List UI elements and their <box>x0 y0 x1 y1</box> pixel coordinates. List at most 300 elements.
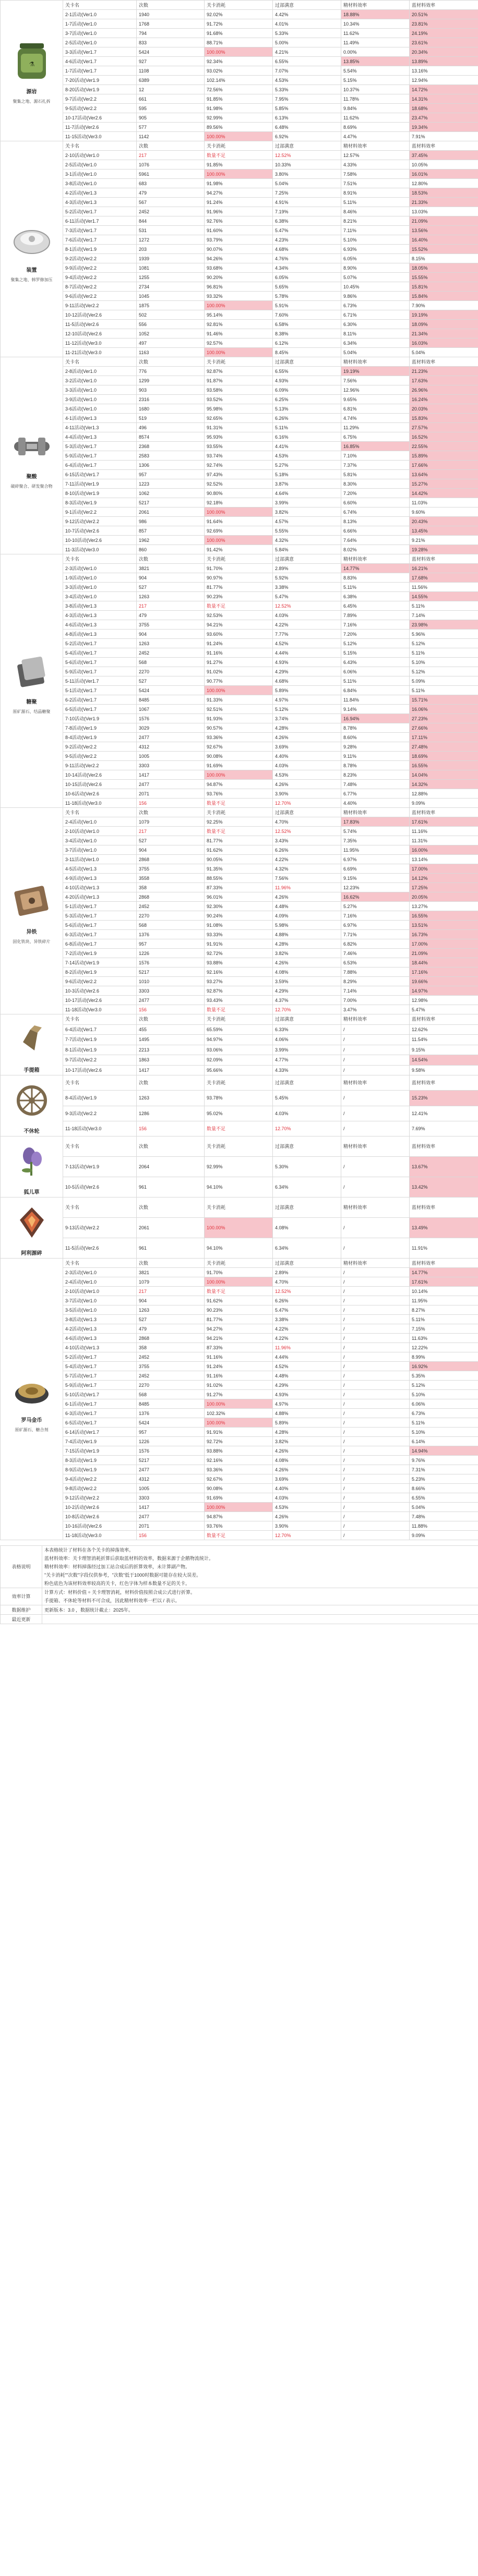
table-cell: 927 <box>137 57 205 66</box>
table-cell: 8.15% <box>410 254 478 263</box>
note-line: 手提箱、不休轮等材料不可合成，因此精材料效率一栏以 / 表示。 <box>44 1598 180 1603</box>
material-source: 原矿源石、结晶糖聚 <box>13 709 51 714</box>
table-cell: 2-5活动(Ver1.0 <box>63 160 137 170</box>
column-header: 精材料效率 <box>341 808 410 817</box>
table-cell: 11.31% <box>410 836 478 845</box>
table-cell: 5.12% <box>341 639 410 648</box>
table-cell: 1940 <box>137 10 205 19</box>
note-line: 精材料效率：材料掉落经过加工站合成后的折算效率，未计算副产物。 <box>44 1564 190 1569</box>
table-cell: 21.09% <box>410 216 478 226</box>
column-header: 关卡消耗 <box>205 1136 273 1157</box>
table-row <box>1 949 478 958</box>
table-cell: 5.89% <box>273 686 341 695</box>
table-cell: 4-11活动(Ver1.3 <box>63 423 137 432</box>
table-cell: 2583 <box>137 451 205 461</box>
table-cell: 15.23% <box>410 1091 478 1106</box>
table-cell: 92.16% <box>205 967 273 977</box>
table-cell: 9-5活动(Ver2.2 <box>63 752 137 761</box>
table-row <box>1 432 478 442</box>
table-cell: / <box>341 1035 410 1045</box>
table-cell: 9.86% <box>341 292 410 301</box>
table-cell: 20.05% <box>410 892 478 902</box>
table-cell: 100.00% <box>205 348 273 357</box>
table-cell: 7.11% <box>341 226 410 235</box>
table-cell: 2061 <box>137 1218 205 1238</box>
table-cell: 3029 <box>137 723 205 733</box>
table-cell: 957 <box>137 939 205 949</box>
table-cell: 5-2活动(Ver1.7 <box>63 1352 137 1362</box>
table-cell: 5.23% <box>410 1474 478 1484</box>
table-cell: 8-9活动(Ver1.9 <box>63 1465 137 1474</box>
table-cell: 5-9活动(Ver1.7 <box>63 451 137 461</box>
table-cell: 100.00% <box>205 170 273 179</box>
table-cell: 1-7活动(Ver1.7 <box>63 66 137 76</box>
material-name: 不休轮 <box>23 1129 40 1134</box>
table-cell: 93.79% <box>205 235 273 245</box>
table-cell: 5.11% <box>341 198 410 207</box>
table-cell: 14.77% <box>410 1268 478 1277</box>
table-cell: 87.33% <box>205 1343 273 1352</box>
table-cell: / <box>341 1296 410 1305</box>
table-cell: 6-11活动(Ver1.7 <box>63 216 137 226</box>
table-row <box>1 320 478 329</box>
svg-text:⚗: ⚗ <box>29 60 34 68</box>
table-cell: 3.69% <box>273 1474 341 1484</box>
table-cell: 1142 <box>137 132 205 141</box>
table-cell: 11.62% <box>341 113 410 123</box>
material-header-row <box>1 357 478 367</box>
table-cell: 4.22% <box>273 855 341 864</box>
table-cell: 1962 <box>137 536 205 545</box>
table-cell: 91.87% <box>205 376 273 385</box>
table-cell: 5.10% <box>341 235 410 245</box>
table-cell: 8.69% <box>341 123 410 132</box>
table-cell: 5.33% <box>273 85 341 94</box>
table-cell: 91.70% <box>205 1268 273 1277</box>
table-cell: 9-1活动(Ver2.2 <box>63 507 137 517</box>
table-cell: 90.80% <box>205 489 273 498</box>
table-cell: 1576 <box>137 958 205 967</box>
table-cell: 18.53% <box>410 188 478 198</box>
table-cell: 20.03% <box>410 404 478 414</box>
table-cell: 7.89% <box>341 611 410 620</box>
table-row <box>1 864 478 874</box>
table-cell: 3-11活动(Ver1.0 <box>63 855 137 864</box>
table-cell: 9.15% <box>410 1045 478 1055</box>
table-cell: 90.08% <box>205 1484 273 1493</box>
table-row <box>1 245 478 254</box>
table-row <box>1 996 478 1005</box>
table-row <box>1 207 478 216</box>
table-cell: / <box>341 1091 410 1106</box>
table-cell: 5-7活动(Ver1.7 <box>63 1371 137 1381</box>
table-row <box>1 170 478 179</box>
table-cell: 9.21% <box>410 536 478 545</box>
table-cell: 90.20% <box>205 273 273 282</box>
table-cell: 3.69% <box>273 742 341 752</box>
table-cell: 1263 <box>137 592 205 601</box>
material-card <box>1 554 63 808</box>
table-cell: 92.87% <box>205 986 273 996</box>
material-header-row <box>1 1075 478 1091</box>
table-cell: 5.27% <box>273 461 341 470</box>
table-cell: 7.16% <box>341 911 410 921</box>
table-row <box>1 827 478 836</box>
table-row <box>1 789 478 799</box>
table-cell: 9-7活动(Ver2.2 <box>63 94 137 104</box>
table-cell: 5.27% <box>341 902 410 911</box>
table-row <box>1 883 478 892</box>
table-cell: 2477 <box>137 780 205 789</box>
table-cell: 479 <box>137 611 205 620</box>
table-cell: 4-3活动(Ver1.3 <box>63 198 137 207</box>
note-line: 计算方式：材料价值 ÷ 关卡理智消耗，材料价值按照合成公式进行折算。 <box>44 1590 195 1595</box>
table-cell: 903 <box>137 385 205 395</box>
table-cell: 14.32% <box>410 780 478 789</box>
table-cell: 8485 <box>137 695 205 705</box>
table-cell: 4.44% <box>273 1352 341 1362</box>
note-row <box>1 1615 478 1624</box>
table-cell: 7-15活动(Ver1.9 <box>63 1446 137 1456</box>
table-cell: 9-7活动(Ver2.2 <box>63 1055 137 1066</box>
note-label: 数据维护 <box>1 1605 42 1615</box>
column-header: 蓝材料效率 <box>410 1136 478 1157</box>
table-cell: 1863 <box>137 1055 205 1066</box>
table-cell: 4-6活动(Ver1.3 <box>63 1334 137 1343</box>
table-cell: 91.08% <box>205 921 273 930</box>
table-row <box>1 160 478 170</box>
table-cell: 4.26% <box>273 958 341 967</box>
table-cell: 4.52% <box>273 639 341 648</box>
table-cell: 92.30% <box>205 902 273 911</box>
material-name: 糖聚 <box>26 699 37 705</box>
table-cell: 数量不足 <box>205 1287 273 1296</box>
column-header: 精材料效率 <box>341 554 410 564</box>
table-cell: 2064 <box>137 1157 205 1177</box>
table-cell: 26.96% <box>410 385 478 395</box>
table-row <box>1 977 478 986</box>
table-cell: / <box>341 1218 410 1238</box>
table-cell: 数量不足 <box>205 151 273 160</box>
table-cell: 531 <box>137 226 205 235</box>
table-cell: 10-17活动(Ver2.6 <box>63 1065 137 1075</box>
table-cell: 2-1活动(Ver1.0 <box>63 10 137 19</box>
material-card <box>1 141 63 357</box>
table-cell: 100.00% <box>205 507 273 517</box>
table-cell: 19.19% <box>410 310 478 320</box>
column-header: 精材料效率 <box>341 1198 410 1218</box>
table-cell: 96.01% <box>205 892 273 902</box>
table-cell: 92.18% <box>205 498 273 507</box>
column-header: 次数 <box>137 1014 205 1025</box>
table-cell: 4.68% <box>273 676 341 686</box>
table-cell: 92.67% <box>205 1474 273 1484</box>
material-name: 源岩 <box>26 89 37 95</box>
table-cell: 4.32% <box>273 536 341 545</box>
table-cell: 833 <box>137 38 205 47</box>
table-cell: 11.49% <box>341 38 410 47</box>
table-cell: 7.48% <box>341 780 410 789</box>
table-cell: 14.55% <box>410 592 478 601</box>
table-row <box>1 1091 478 1106</box>
table-cell: 11-18活动(Ver3.0 <box>63 1005 137 1014</box>
table-row <box>1 986 478 996</box>
table-cell: 90.23% <box>205 592 273 601</box>
table-cell: 11.95% <box>341 845 410 855</box>
table-cell: 5.89% <box>273 1418 341 1428</box>
table-cell: 6.69% <box>341 864 410 874</box>
table-cell: 1417 <box>137 1065 205 1075</box>
table-cell: 90.57% <box>205 723 273 733</box>
table-cell: 4.32% <box>273 864 341 874</box>
table-cell: 6.53% <box>341 958 410 967</box>
table-cell: 3-4活动(Ver1.0 <box>63 836 137 845</box>
table-cell: 8.46% <box>341 207 410 216</box>
table-cell: 4.76% <box>273 254 341 263</box>
table-cell: 5.84% <box>273 545 341 554</box>
material-card <box>1 357 63 554</box>
table-cell: 2213 <box>137 1045 205 1055</box>
table-cell: 4-9活动(Ver1.3 <box>63 874 137 883</box>
table-cell: 9-12活动(Ver2.2 <box>63 517 137 526</box>
table-cell: 4-4活动(Ver1.3 <box>63 432 137 442</box>
table-cell: 5217 <box>137 498 205 507</box>
table-row <box>1 1352 478 1362</box>
table-row <box>1 902 478 911</box>
table-row <box>1 1324 478 1334</box>
table-cell: 17.16% <box>410 967 478 977</box>
table-row <box>1 780 478 789</box>
table-cell: 4-10活动(Ver1.3 <box>63 1343 137 1352</box>
table-cell: / <box>341 1238 410 1259</box>
table-cell: 7.14% <box>410 611 478 620</box>
table-cell: 93.43% <box>205 996 273 1005</box>
table-row <box>1 723 478 733</box>
table-row <box>1 630 478 639</box>
table-cell: 14.04% <box>410 770 478 780</box>
table-cell: 15.83% <box>410 414 478 423</box>
table-row <box>1 1503 478 1512</box>
table-row <box>1 799 478 808</box>
table-cell: 8-1活动(Ver1.9 <box>63 245 137 254</box>
table-row <box>1 611 478 620</box>
table-cell: 91.70% <box>205 564 273 573</box>
table-cell: 94.87% <box>205 1512 273 1521</box>
table-cell: 88.55% <box>205 874 273 883</box>
table-cell: 5.92% <box>273 573 341 583</box>
table-cell: 91.02% <box>205 1381 273 1390</box>
table-cell: 7.20% <box>341 489 410 498</box>
table-row <box>1 817 478 827</box>
table-cell: 8.02% <box>341 545 410 554</box>
table-cell: 9-12活动(Ver2.2 <box>63 1493 137 1503</box>
table-cell: 5217 <box>137 967 205 977</box>
table-cell: 5.11% <box>410 1315 478 1324</box>
table-cell: 9-2活动(Ver2.2 <box>63 254 137 263</box>
table-cell: 7.35% <box>341 836 410 845</box>
table-row <box>1 1268 478 1277</box>
table-cell: 100.00% <box>205 1399 273 1409</box>
table-row <box>1 188 478 198</box>
table-cell: 9-11活动(Ver2.2 <box>63 761 137 770</box>
table-cell: 17.61% <box>410 1277 478 1287</box>
table-cell: 6.14% <box>410 1437 478 1446</box>
table-row <box>1 573 478 583</box>
table-cell: 6-2活动(Ver1.7 <box>63 695 137 705</box>
table-cell: 14.54% <box>410 1055 478 1066</box>
table-cell: 3-7活动(Ver1.0 <box>63 29 137 38</box>
table-cell: 0.00% <box>341 47 410 57</box>
table-cell: 10.14% <box>410 1287 478 1296</box>
table-cell: 17.61% <box>410 817 478 827</box>
table-cell: 2477 <box>137 996 205 1005</box>
table-cell: 16.62% <box>341 892 410 902</box>
table-row <box>1 329 478 338</box>
table-cell: 9-13活动(Ver2.2 <box>63 1218 137 1238</box>
column-header: 蓝材料效率 <box>410 1198 478 1218</box>
table-row <box>1 911 478 921</box>
table-cell: 15.71% <box>410 695 478 705</box>
table-cell: 1005 <box>137 1484 205 1493</box>
table-cell: 100.00% <box>205 770 273 780</box>
table-cell: 92.34% <box>205 57 273 66</box>
material-name: 手提箱 <box>23 1068 40 1073</box>
material-name: 狐儿草 <box>23 1190 40 1195</box>
table-cell: 3.90% <box>273 789 341 799</box>
table-cell: 2-10活动(Ver1.0 <box>63 151 137 160</box>
table-cell: 100.00% <box>205 536 273 545</box>
table-cell: 2452 <box>137 1352 205 1362</box>
table-cell: 16.24% <box>410 395 478 404</box>
table-row <box>1 113 478 123</box>
table-cell: 7.48% <box>410 1512 478 1521</box>
table-cell: 17.25% <box>410 883 478 892</box>
column-header: 关卡名 <box>63 357 137 367</box>
table-cell: 3755 <box>137 1362 205 1371</box>
table-row <box>1 705 478 714</box>
crystal-icon <box>7 1198 57 1248</box>
table-cell: 904 <box>137 573 205 583</box>
table-cell: 91.27% <box>205 658 273 667</box>
table-cell: 5.81% <box>341 470 410 479</box>
table-cell: 8.11% <box>341 329 410 338</box>
table-cell: 1495 <box>137 1035 205 1045</box>
table-cell: 556 <box>137 320 205 329</box>
table-cell: 14.77% <box>341 564 410 573</box>
table-cell: 10-14活动(Ver2.6 <box>63 770 137 780</box>
table-cell: 6.26% <box>273 1296 341 1305</box>
table-cell: 527 <box>137 676 205 686</box>
table-row <box>1 132 478 141</box>
table-cell: 7-7活动(Ver1.9 <box>63 1035 137 1045</box>
table-cell: 6.45% <box>341 601 410 611</box>
note-row <box>1 1546 478 1588</box>
table-cell: 8-1活动(Ver1.9 <box>63 1045 137 1055</box>
table-cell: 1052 <box>137 329 205 338</box>
table-cell: 12.57% <box>341 151 410 160</box>
note-content <box>42 1546 478 1588</box>
table-row <box>1 1238 478 1259</box>
table-cell: 5.13% <box>273 404 341 414</box>
table-cell: 95.98% <box>205 404 273 414</box>
table-cell: 90.97% <box>205 573 273 583</box>
material-card <box>1 1198 63 1259</box>
table-row <box>1 19 478 29</box>
table-cell: 7.16% <box>341 620 410 630</box>
table-cell: 9-5活动(Ver2.2 <box>63 104 137 113</box>
table-row <box>1 1055 478 1066</box>
table-cell: 5-3活动(Ver1.7 <box>63 442 137 451</box>
table-row <box>1 235 478 245</box>
table-cell: 94.27% <box>205 1324 273 1334</box>
table-cell: 94.21% <box>205 620 273 630</box>
table-row <box>1 76 478 85</box>
table-cell: 92.53% <box>205 611 273 620</box>
table-cell: 12.52% <box>273 1287 341 1296</box>
material-header-row <box>1 1 478 10</box>
table-cell: 7.07% <box>273 66 341 76</box>
table-cell: 91.16% <box>205 1371 273 1381</box>
table-cell: 11-21活动(Ver3.0 <box>63 348 137 357</box>
table-cell: 93.68% <box>205 263 273 273</box>
table-cell: 8.21% <box>341 216 410 226</box>
table-cell: 12.52% <box>273 151 341 160</box>
table-cell: 1286 <box>137 1106 205 1121</box>
table-cell: 7.56% <box>341 376 410 385</box>
table-cell: 5.11% <box>341 583 410 592</box>
table-cell: 7.00% <box>341 996 410 1005</box>
column-header: 次数 <box>137 1136 205 1157</box>
table-row <box>1 686 478 695</box>
table-cell: 4.09% <box>273 911 341 921</box>
table-cell: / <box>341 1381 410 1390</box>
table-cell: 27.57% <box>410 423 478 432</box>
table-row <box>1 1474 478 1484</box>
table-cell: 10-15活动(Ver2.6 <box>63 780 137 789</box>
table-row <box>1 1484 478 1493</box>
table-row <box>1 1177 478 1198</box>
table-row <box>1 1381 478 1390</box>
table-cell: 3-6活动(Ver1.0 <box>63 404 137 414</box>
table-cell: 11.62% <box>341 29 410 38</box>
table-cell: 13.64% <box>410 470 478 479</box>
material-name: 异铁 <box>26 929 37 935</box>
note-label: 效率计算 <box>1 1588 42 1605</box>
table-cell: 91.96% <box>205 207 273 216</box>
table-cell: 12.94% <box>410 76 478 85</box>
table-cell: / <box>341 1465 410 1474</box>
table-cell: 12.52% <box>273 601 341 611</box>
table-cell: 5.18% <box>273 470 341 479</box>
material-source: 固化铁块、异铁碎片 <box>13 939 51 944</box>
table-row <box>1 451 478 461</box>
table-cell: 479 <box>137 188 205 198</box>
table-cell: 14.31% <box>410 94 478 104</box>
table-cell: 4-8活动(Ver1.3 <box>63 630 137 639</box>
table-cell: 4.42% <box>273 10 341 19</box>
table-cell: 8485 <box>137 1399 205 1409</box>
table-cell: 8-3活动(Ver1.9 <box>63 498 137 507</box>
table-cell: 11-5活动(Ver2.6 <box>63 320 137 329</box>
table-cell: 8-7活动(Ver2.2 <box>63 282 137 292</box>
table-row <box>1 695 478 705</box>
table-cell: 4.08% <box>273 1218 341 1238</box>
column-header: 关卡名 <box>63 1075 137 1091</box>
table-cell: 95.66% <box>205 1065 273 1075</box>
table-cell: 4.26% <box>273 780 341 789</box>
table-cell: 4.40% <box>273 752 341 761</box>
table-cell: 2477 <box>137 1512 205 1521</box>
